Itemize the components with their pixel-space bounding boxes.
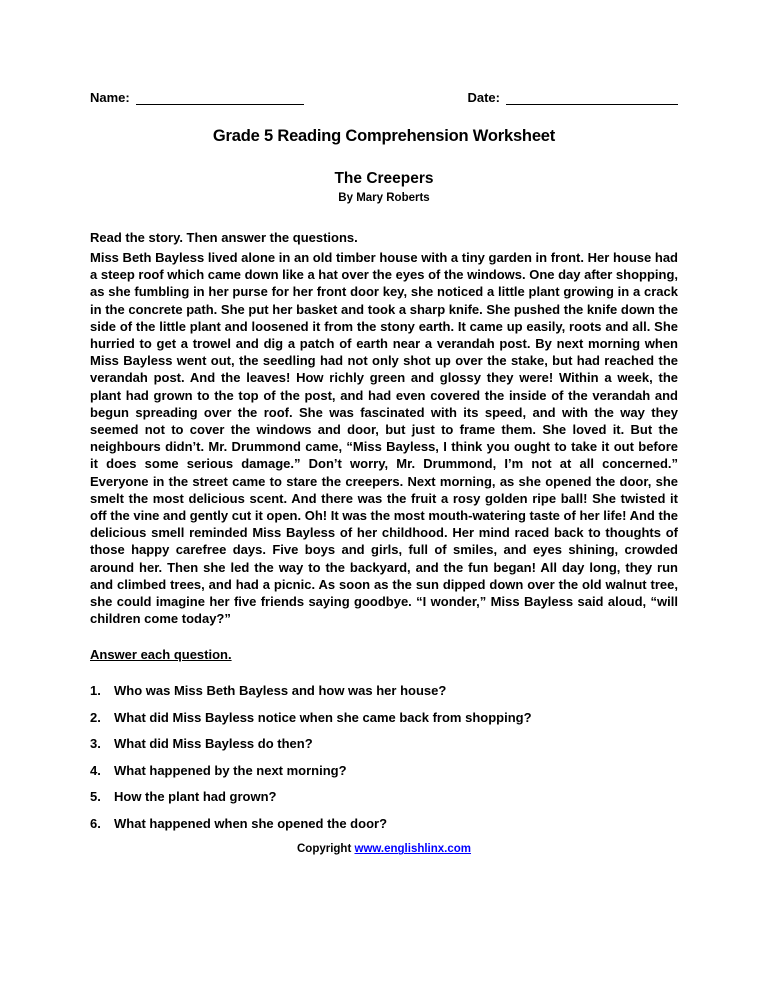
question-number: 3. (90, 736, 101, 752)
footer (90, 843, 678, 855)
question-item-4 (90, 764, 678, 777)
question-number: 2. (90, 709, 101, 725)
question-item-1 (90, 684, 678, 697)
question-text: What happened by the next morning? (114, 762, 347, 778)
question-item-2 (90, 711, 678, 724)
question-list (90, 684, 678, 830)
date-field (467, 90, 678, 105)
question-text: Who was Miss Beth Bayless and how was her house? (114, 683, 447, 699)
date-blank-line[interactable] (506, 90, 678, 105)
header-fields (90, 90, 678, 105)
question-item-5 (90, 790, 678, 803)
page-title: Grade 5 Reading Comprehension Worksheet (212, 127, 556, 145)
instructions-text: Read the story. Then answer the questions. (90, 230, 358, 245)
question-number: 6. (90, 815, 101, 831)
question-text: What did Miss Bayless notice when she came back from shopping? (114, 709, 532, 725)
footer-link[interactable]: www.englishlinx.com (354, 843, 472, 856)
story-text: Miss Beth Bayless lived alone in an old timber house with a tiny garden in front. Her house had a steep roof which came down like a hat over the eyes of the windows. One day after shopping, as she fumbling in her purse for her front door key, she noticed a little plant growing in a crack in the concrete path. She put her basket and took a sharp knife. She pushed the knife down the side of the little plant and loosened it from the stony earth. It came up easily, roots and all. She hurried to get a trowel and dig a patch of earth near a verandah post. By next morning when Miss Bayless went out, the seedling had not only shot up over the stake, but had reached the verandah post. And the leaves! How richly green and glossy they were! Within a week, the plant had grown to the top of the post, and had even covered the inside of the verandah and begun spreading over the roof. She was fascinated with its speed, and with the way they seemed not to cover the windows and door, but just to frame them. She loved it. But the neighbours didn’t. Mr. Drummond came, “Miss Bayless, I think you ought to take it out before it does some serious damage.” Don’t worry, Mr. Drummond, I’m not at all concerned.” Everyone in the street came to stare the creepers. Next morning, as she opened the door, she smelt the most delicious scent. And there was the fruit a rosy golden ripe ball! She twisted it off the vine and gently cut it open. Oh! It was the most mouth-watering taste of her life! And the delicious smell reminded Miss Bayless of her childhood. Her mind raced back to thoughts of those happy carefree days. Five boys and girls, full of smiles, and eyes shining, crowded around her. Then she led the way to the backyard, and the fun began! All day long, they run and climbed trees, and had a picnic. As soon as the sun dipped down over the old walnut tree, she could imagine her five friends saying goodbye. “I wonder,” Miss Bayless said aloud, “will children come today?” (90, 250, 679, 627)
date-label: Date: (467, 90, 500, 105)
story-title: The Creepers (334, 170, 434, 187)
question-number: 1. (90, 683, 101, 699)
name-blank-line[interactable] (136, 90, 304, 105)
question-number: 5. (90, 789, 101, 805)
story-byline: By Mary Roberts (338, 192, 430, 204)
question-item-3 (90, 737, 678, 750)
question-text: What happened when she opened the door? (114, 815, 388, 831)
answer-heading: Answer each question. (90, 647, 232, 663)
question-text: What did Miss Bayless do then? (114, 736, 313, 752)
name-label: Name: (90, 90, 130, 105)
question-number: 4. (90, 762, 101, 778)
copyright-label: Copyright (296, 843, 352, 856)
question-text: How the plant had grown? (114, 789, 277, 805)
name-field (90, 90, 304, 105)
question-item-6 (90, 817, 678, 830)
